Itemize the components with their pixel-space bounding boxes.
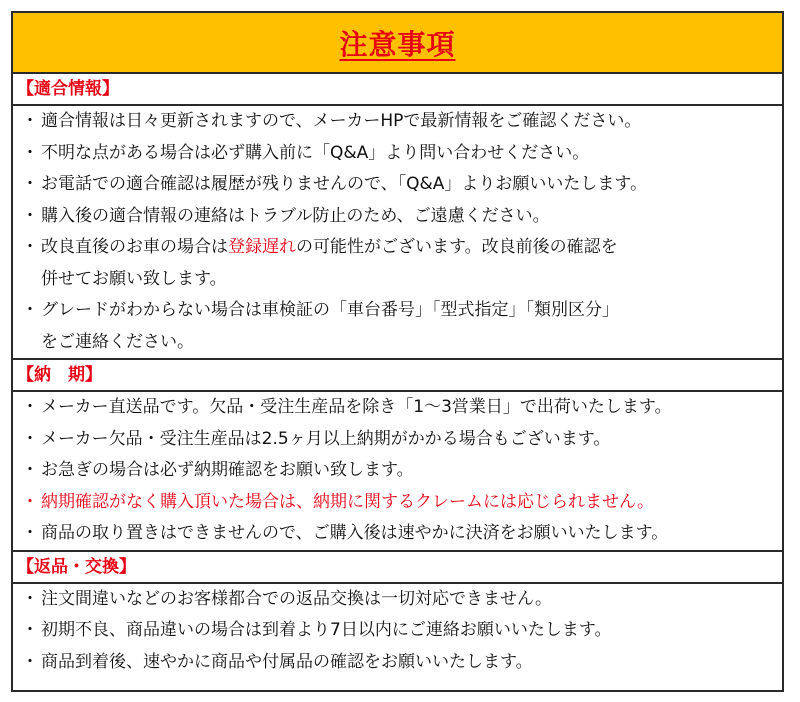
bullet: ・ [21, 300, 39, 320]
item-text: お急ぎの場合は必ず納期確認をお願い致します。 [41, 460, 414, 480]
bullet: ・ [21, 460, 39, 480]
item-text: 商品到着後、速やかに商品や付属品の確認をお願いいたします。 [41, 651, 533, 672]
bullet: ・ [21, 523, 39, 543]
bullet: ・ [21, 142, 39, 163]
item-text: 併せてお願い致します。 [41, 268, 227, 289]
list-item-continuation [13, 264, 782, 296]
section-delivery [13, 358, 782, 550]
list-item [13, 615, 782, 647]
item-text: 不明な点がある場合は必ず購入前に「Q&A」より問い合わせください。 [41, 142, 590, 163]
bullet: ・ [21, 651, 39, 672]
highlight-text: 登録遅れ [228, 237, 296, 257]
list-item [13, 201, 782, 233]
bullet: ・ [21, 205, 39, 226]
bullet: ・ [21, 397, 39, 417]
list-item [13, 169, 782, 201]
list-item-warning [13, 487, 782, 519]
item-text: 注文間違いなどのお客様都合での返品交換は一切対応できません。 [41, 588, 553, 609]
bullet: ・ [21, 491, 39, 512]
title-banner [13, 13, 782, 74]
item-text: メーカー欠品・受注生産品は2.5ヶ月以上納期がかかる場合もございます。 [41, 428, 611, 449]
section-heading: 【適合情報】 [13, 74, 782, 106]
item-text: グレードがわからない場合は車検証の「車台番号」「型式指定」「類別区分」 [41, 300, 619, 320]
section-compatibility [13, 74, 782, 358]
item-text: 適合情報は日々更新されますので、メーカーHPで最新情報をご確認ください。 [41, 111, 642, 131]
list-item [13, 518, 782, 550]
item-text: 初期不良、商品違いの場合は到着より7日以内にご連絡お願いいたします。 [41, 620, 612, 640]
item-text: をご連絡ください。 [41, 331, 194, 352]
bullet: ・ [21, 588, 39, 609]
bullet: ・ [21, 620, 39, 640]
item-text: 商品の取り置きはできませんので、ご購入後は速やかに決済をお願いいたします。 [41, 523, 669, 543]
section-heading: 【返品・交換】 [13, 550, 782, 584]
list-item [13, 232, 782, 264]
list-item [13, 424, 782, 456]
bullet: ・ [21, 174, 39, 194]
item-text: の可能性がございます。改良前後の確認を [296, 237, 618, 257]
list-item [13, 106, 782, 138]
list-item [13, 295, 782, 327]
list-item [13, 392, 782, 424]
list-item [13, 647, 782, 679]
list-item [13, 584, 782, 616]
list-item-continuation [13, 327, 782, 359]
item-text: 納期確認がなく購入頂いた場合は、納期に関するクレームには応じられません。 [41, 491, 655, 512]
item-text: 購入後の適合情報の連絡はトラブル防止のため、ご遠慮ください。 [41, 205, 550, 226]
bullet: ・ [21, 237, 39, 257]
bullet: ・ [21, 111, 39, 131]
section-returns [13, 550, 782, 679]
item-text: お電話での適合確認は履歴が残りませんので、「Q&A」よりお願いいたします。 [41, 174, 648, 194]
page-title: 注意事項 [339, 27, 456, 61]
bullet: ・ [21, 428, 39, 449]
list-item [13, 455, 782, 487]
section-heading: 【納 期】 [13, 358, 782, 392]
item-text: メーカー直送品です。欠品・受注生産品を除き「1〜3営業日」で出荷いたします。 [41, 397, 672, 417]
notice-box [11, 11, 784, 692]
list-item [13, 138, 782, 170]
item-text: 改良直後のお車の場合は [41, 237, 228, 257]
